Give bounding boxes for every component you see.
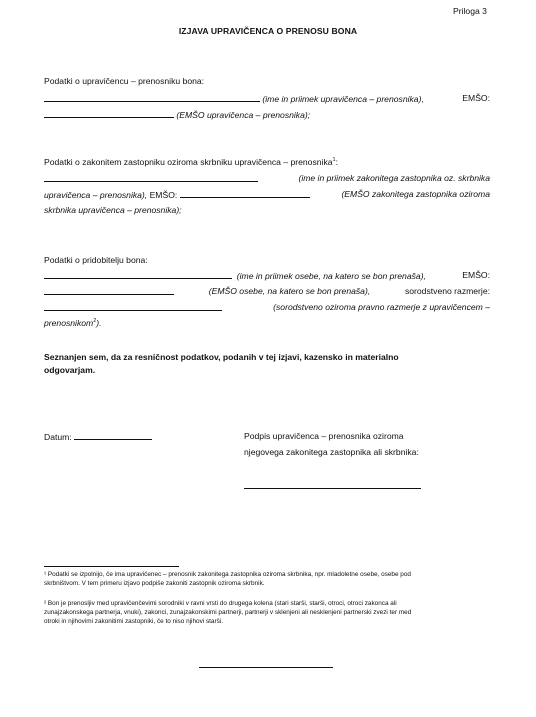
representative-emso-label: EMŠO: [149, 190, 178, 200]
representative-emso-hint-2: skrbnika upravičenca – prenosnika); [44, 205, 182, 215]
document-title: IZJAVA UPRAVIČENCA O PRENOSU BONA [178, 26, 358, 36]
representative-name-hint-1: (ime in priimek zakonitega zastopnika oz. skrbnika [298, 173, 490, 183]
recipient-emso-field[interactable] [44, 286, 174, 295]
holder-emso-hint: (EMŠO upravičenca – prenosnika); [176, 110, 311, 120]
recipient-name-hint: (ime in priimek osebe, na katero se bon prenaša), [236, 271, 426, 281]
signature-label-1: Podpis upravičenca – prenosnika oziroma [244, 431, 404, 441]
recipient-name-row [44, 270, 490, 282]
recipient-heading: Podatki o pridobitelju bona: [44, 255, 148, 265]
relation-hint-end: ). [96, 318, 102, 328]
footnote-ref-1: 1 [332, 157, 336, 164]
recipient-relation-row [44, 302, 490, 313]
footnote-separator [44, 566, 179, 567]
statement-line-1: Seznanjen sem, da za resničnost podatkov, podanih v tej izjavi, kazensko in materialno [44, 352, 399, 362]
representative-name-row [44, 173, 490, 184]
statement-line-2: odgovarjam. [44, 365, 96, 375]
representative-heading-row [44, 157, 490, 168]
holder-name-hint: (ime in priimek upravičenca – prenosnika), [262, 94, 424, 104]
footnote-ref-2: 2 [93, 318, 97, 325]
bottom-rule [199, 667, 333, 668]
holder-name-row [44, 93, 490, 105]
recipient-emso-hint: (EMŠO osebe, na katero se bon prenaša), [208, 286, 371, 296]
attachment-label: Priloga 3 [453, 6, 487, 16]
representative-emso-field[interactable] [180, 189, 310, 198]
footnote-2-line-2: zunajzakonskega partnerja, vnuki), zakonci, zunajzakonskimi partnerji, partnerji v sklenjeni ali nesklenjeni partnerski zvezi ter med [44, 609, 412, 616]
holder-emso-row [44, 109, 490, 121]
holder-name-field[interactable] [44, 93, 260, 102]
representative-emso-hint-row [44, 205, 490, 216]
recipient-relation-hint-2: prenosnikom [44, 318, 94, 328]
signature-label-2: njegovega zakonitega zastopnika ali skrbnika: [244, 447, 419, 457]
recipient-relation-hint-1: (sorodstveno oziroma pravno razmerje z upravičencem – [273, 302, 490, 312]
holder-emso-label: EMŠO: [462, 93, 490, 103]
representative-name-field[interactable] [44, 173, 258, 182]
holder-emso-field[interactable] [44, 109, 174, 118]
date-label: Datum: [44, 432, 72, 442]
recipient-name-field[interactable] [44, 270, 232, 279]
heading-colon: : [335, 157, 338, 167]
date-row [44, 431, 152, 443]
recipient-relation-label: sorodstveno razmerje: [404, 286, 490, 296]
footnote-1-line-1: ¹ Podatki se izpolnijo, če ima upravičenec – prenosnik zakonitega zastopnika oziroma skrbnika, npr. mladoletne osebe, osebe pod [44, 571, 411, 578]
signature-line[interactable] [244, 488, 421, 489]
footnote-1-line-2: skrbništvom. V tem primeru izjavo podpiše zakoniti zastopnik oziroma skrbnik. [44, 580, 265, 587]
representative-emso-hint-1: (EMŠO zakonitega zastopnika oziroma [341, 189, 490, 199]
representative-heading: Podatki o zakonitem zastopniku oziroma skrbniku upravičenca – prenosnika [44, 157, 333, 167]
date-field[interactable] [74, 431, 152, 440]
recipient-relation-field[interactable] [44, 302, 222, 311]
holder-heading: Podatki o upravičencu – prenosniku bona: [44, 76, 205, 86]
footnote-2-line-3: otroki in njihovimi zakonitimi zastopniki, če to niso njihovi starši. [44, 618, 224, 625]
recipient-emso-label: EMŠO: [462, 270, 490, 280]
footnote-2-line-1: ² Bon je prenosljiv med upravičenčevimi sorodniki v ravni vrsti do drugega kolena (stari starši, starši, otroci, otroci zakonca ali [44, 600, 397, 607]
recipient-relation-hint-row [44, 318, 490, 329]
representative-name-hint-2: upravičenca – prenosnika), [44, 190, 148, 200]
representative-emso-row [44, 189, 490, 201]
recipient-emso-row [44, 286, 490, 297]
